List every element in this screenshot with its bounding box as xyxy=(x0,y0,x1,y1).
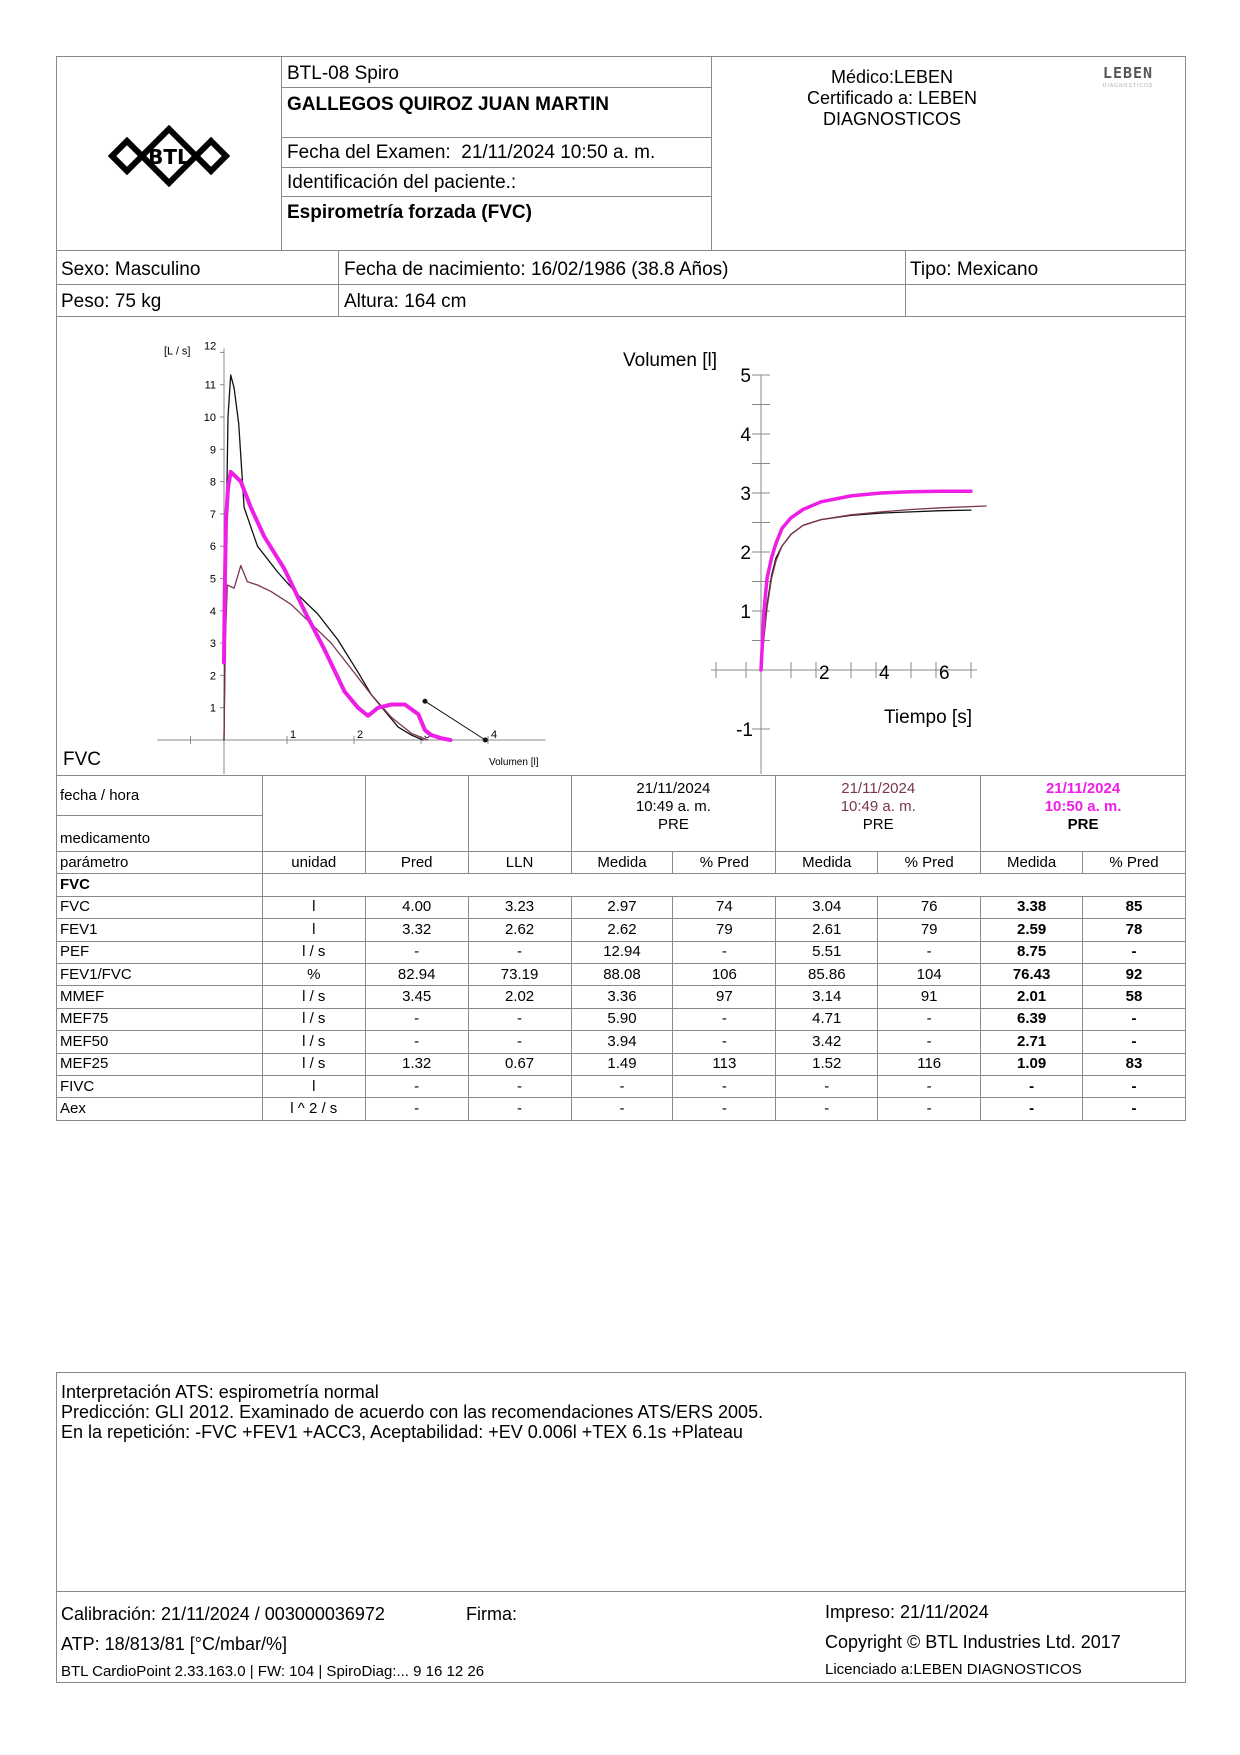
exam-date-label: Fecha del Examen: xyxy=(287,142,451,163)
trial-time: 10:49 a. m. xyxy=(635,798,711,815)
x-tick-label: 4 xyxy=(879,663,890,684)
table-row xyxy=(57,1031,1186,1053)
column-header: % Pred xyxy=(673,852,776,874)
copyright: Copyright © BTL Industries Ltd. 2017 xyxy=(825,1632,1121,1652)
parameter-value: - xyxy=(673,1008,776,1030)
table-row xyxy=(57,1053,1186,1075)
table-row xyxy=(57,1075,1186,1097)
parameter-name: FEV1 xyxy=(57,919,263,941)
patient-id-label: Identificación del paciente.: xyxy=(287,172,517,193)
atp-info: ATP: 18/813/81 [°C/mbar/%] xyxy=(61,1634,287,1654)
leben-logo xyxy=(1078,64,1178,92)
parameter-value: - xyxy=(878,1098,981,1120)
x-tick-label: 1 xyxy=(290,729,297,741)
column-header: parámetro xyxy=(57,852,263,874)
parameter-value: 3.04 xyxy=(776,896,878,918)
parameter-value: 73.19 xyxy=(468,963,571,985)
prediction-line: Predicción: GLI 2012. Examinado de acuerdo con las recomendaciones ATS/ERS 2005. xyxy=(61,1402,764,1422)
parameter-value: - xyxy=(878,1031,981,1053)
exam-date-value: 21/11/2024 10:50 a. m. xyxy=(461,142,656,163)
group-label: FVC xyxy=(57,874,263,896)
parameter-value: 104 xyxy=(878,963,981,985)
parameter-value: - xyxy=(878,1008,981,1030)
certified-line-2: DIAGNOSTICOS xyxy=(822,109,961,129)
parameter-value: l xyxy=(262,919,365,941)
parameter-value: - xyxy=(365,1098,468,1120)
table-row xyxy=(57,986,1186,1008)
parameter-value: l xyxy=(262,896,365,918)
parameter-name: MEF25 xyxy=(57,1053,263,1075)
parameter-value: - xyxy=(673,1031,776,1053)
printed-date: Impreso: 21/11/2024 xyxy=(825,1602,989,1622)
y-tick-label: 4 xyxy=(209,605,216,618)
parameter-name: FVC xyxy=(57,896,263,918)
y-tick-label: 3 xyxy=(740,484,751,505)
parameter-value: - xyxy=(673,1075,776,1097)
parameter-value: - xyxy=(365,1008,468,1030)
parameter-value: 1.52 xyxy=(776,1053,878,1075)
header-divider xyxy=(281,167,711,168)
header-divider xyxy=(281,196,711,197)
parameter-value: - xyxy=(468,1031,571,1053)
trial-date: 21/11/2024 xyxy=(636,780,711,797)
parameter-value: 2.01 xyxy=(981,986,1083,1008)
table-row xyxy=(57,896,1186,918)
parameter-value: - xyxy=(571,1098,673,1120)
parameter-value: - xyxy=(878,941,981,963)
parameter-value: 3.45 xyxy=(365,986,468,1008)
parameter-value: 6.39 xyxy=(981,1008,1083,1030)
trial-medication: PRE xyxy=(862,816,894,833)
empty-cell xyxy=(262,776,365,852)
parameter-name: FIVC xyxy=(57,1075,263,1097)
parameter-value: 5.51 xyxy=(776,941,878,963)
interpretation-line: Interpretación ATS: espirometría normal xyxy=(61,1382,379,1402)
y-tick-label: 1 xyxy=(209,702,216,715)
patient-type: Tipo: Mexicano xyxy=(910,259,1039,280)
empty-cell xyxy=(468,776,571,852)
signature-label: Firma: xyxy=(466,1604,517,1624)
flow-series-0 xyxy=(224,375,423,740)
parameter-value: 116 xyxy=(878,1053,981,1075)
parameter-value: 91 xyxy=(878,986,981,1008)
patient-sex: Sexo: Masculino xyxy=(61,259,201,280)
parameter-value: 1.09 xyxy=(981,1053,1083,1075)
test-name: Espirometría forzada (FVC) xyxy=(287,202,532,223)
parameter-value: 2.97 xyxy=(571,896,673,918)
info-divider xyxy=(905,251,906,317)
results-table xyxy=(56,775,1186,1121)
flow-volume-chart xyxy=(57,318,617,774)
parameter-value: - xyxy=(1083,1098,1186,1120)
device-name: BTL-08 Spiro xyxy=(287,63,399,84)
parameter-value: 5.90 xyxy=(571,1008,673,1030)
column-header: % Pred xyxy=(1083,852,1186,874)
parameter-name: MMEF xyxy=(57,986,263,1008)
trial-3-header xyxy=(981,776,1186,852)
parameter-value: - xyxy=(1083,1031,1186,1053)
patient-height: Altura: 164 cm xyxy=(344,291,467,312)
parameter-value: 79 xyxy=(673,919,776,941)
y-tick-label: 4 xyxy=(740,425,751,446)
y-tick-label: 9 xyxy=(209,444,216,457)
parameter-value: - xyxy=(468,1098,571,1120)
parameter-name: MEF75 xyxy=(57,1008,263,1030)
parameter-value: - xyxy=(776,1075,878,1097)
patient-birth: Fecha de nacimiento: 16/02/1986 (38.8 Años) xyxy=(344,259,729,280)
parameter-value: - xyxy=(365,1031,468,1053)
leben-logo-text: LEBEN xyxy=(1102,64,1154,82)
table-row xyxy=(57,1098,1186,1120)
parameter-name: MEF50 xyxy=(57,1031,263,1053)
group-row xyxy=(57,874,1186,896)
parameter-value: 106 xyxy=(673,963,776,985)
parameter-name: FEV1/FVC xyxy=(57,963,263,985)
parameter-value: - xyxy=(365,1075,468,1097)
header-divider xyxy=(281,137,711,138)
parameter-value: - xyxy=(468,941,571,963)
parameter-value: - xyxy=(981,1075,1083,1097)
parameter-value: 12.94 xyxy=(571,941,673,963)
trial-1-header xyxy=(571,776,776,852)
table-row xyxy=(57,941,1186,963)
parameter-value: - xyxy=(1083,1075,1186,1097)
btl-logo-text: BTL xyxy=(148,145,190,169)
header-divider xyxy=(281,87,711,88)
parameter-value: 2.59 xyxy=(981,919,1083,941)
parameter-value: % xyxy=(262,963,365,985)
parameter-name: PEF xyxy=(57,941,263,963)
y-tick-label: 7 xyxy=(209,508,216,521)
y-tick-label: 11 xyxy=(204,379,216,392)
parameter-value: 3.14 xyxy=(776,986,878,1008)
parameter-value: 88.08 xyxy=(571,963,673,985)
table-row xyxy=(57,963,1186,985)
parameter-value: 3.42 xyxy=(776,1031,878,1053)
volume-series-1 xyxy=(761,506,986,670)
y-tick-label: 12 xyxy=(204,340,217,353)
y-tick-label: 2 xyxy=(740,543,751,564)
y-tick-label: 10 xyxy=(203,412,216,424)
parameter-value: 3.32 xyxy=(365,919,468,941)
table-row xyxy=(57,1008,1186,1030)
parameter-value: - xyxy=(365,941,468,963)
parameter-value: 85.86 xyxy=(776,963,878,985)
parameter-value: 74 xyxy=(673,896,776,918)
y-tick-label: 5 xyxy=(740,366,751,387)
pred-point xyxy=(423,699,428,704)
parameter-value: - xyxy=(571,1075,673,1097)
trial-time: 10:50 a. m. xyxy=(1044,798,1122,815)
empty-cell xyxy=(365,776,468,852)
parameter-value: l / s xyxy=(262,1053,365,1075)
parameter-value: l / s xyxy=(262,941,365,963)
trial-header-row xyxy=(57,776,1186,816)
column-header: Medida xyxy=(776,852,878,874)
parameter-value: l xyxy=(262,1075,365,1097)
parameter-value: - xyxy=(1083,941,1186,963)
software-version: BTL CardioPoint 2.33.163.0 | FW: 104 | SpiroDiag:... 9 16 12 26 xyxy=(61,1663,485,1680)
parameter-value: - xyxy=(776,1098,878,1120)
parameter-value: l / s xyxy=(262,986,365,1008)
trial-medication: PRE xyxy=(657,816,689,833)
parameter-value: - xyxy=(468,1075,571,1097)
y-tick-label: 2 xyxy=(209,670,216,683)
parameter-value: 85 xyxy=(1083,896,1186,918)
parameter-value: 8.75 xyxy=(981,941,1083,963)
trial-date: 21/11/2024 xyxy=(841,780,916,797)
patient-name: GALLEGOS QUIROZ JUAN MARTIN xyxy=(287,94,609,115)
flow-series-2 xyxy=(224,472,451,740)
parameter-value: 2.61 xyxy=(776,919,878,941)
parameter-value: 2.02 xyxy=(468,986,571,1008)
pred-point xyxy=(483,738,488,743)
interpretation-text xyxy=(61,1382,763,1442)
parameter-value: l ^ 2 / s xyxy=(262,1098,365,1120)
volume-series-0 xyxy=(761,510,971,670)
y-tick-label: -1 xyxy=(736,720,753,741)
parameter-value: 2.62 xyxy=(468,919,571,941)
repetition-line: En la repetición: -FVC +FEV1 +ACC3, Aceptabilidad: +EV 0.006l +TEX 6.1s +Plateau xyxy=(61,1422,743,1442)
table-row xyxy=(57,919,1186,941)
parameter-value: - xyxy=(468,1008,571,1030)
medicamento-label: medicamento xyxy=(57,816,263,852)
parameter-value: 97 xyxy=(673,986,776,1008)
trial-2-header xyxy=(776,776,981,852)
parameter-value: - xyxy=(673,941,776,963)
fecha-hora-label: fecha / hora xyxy=(57,776,263,816)
parameter-value: 3.36 xyxy=(571,986,673,1008)
parameter-value: 1.49 xyxy=(571,1053,673,1075)
y-axis-label: Volumen [l] xyxy=(623,350,717,371)
parameter-value: 83 xyxy=(1083,1053,1186,1075)
y-tick-label: 1 xyxy=(740,602,751,623)
column-header: Medida xyxy=(981,852,1083,874)
x-axis-label: Tiempo [s] xyxy=(884,707,972,728)
parameter-value: 58 xyxy=(1083,986,1186,1008)
y-tick-label: 3 xyxy=(209,638,216,651)
parameter-value: 2.62 xyxy=(571,919,673,941)
parameter-value: 78 xyxy=(1083,919,1186,941)
x-axis-label: Volumen [l] xyxy=(489,757,539,768)
parameter-value: l / s xyxy=(262,1031,365,1053)
column-header-row xyxy=(57,852,1186,874)
parameter-value: 3.23 xyxy=(468,896,571,918)
license-info: Licenciado a:LEBEN DIAGNOSTICOS xyxy=(825,1661,1082,1678)
parameter-value: - xyxy=(1083,1008,1186,1030)
y-tick-label: 8 xyxy=(209,476,216,489)
x-tick-label: 4 xyxy=(491,729,498,741)
y-axis-label: [L / s] xyxy=(164,345,191,358)
column-header: unidad xyxy=(262,852,365,874)
doctor-name: Médico:LEBEN xyxy=(830,67,954,87)
patient-weight: Peso: 75 kg xyxy=(61,291,162,312)
parameter-value: 4.00 xyxy=(365,896,468,918)
parameter-value: 0.67 xyxy=(468,1053,571,1075)
info-divider xyxy=(338,251,339,317)
trial-date: 21/11/2024 xyxy=(1045,780,1121,797)
x-tick-label: 2 xyxy=(357,729,364,741)
parameter-value: 3.94 xyxy=(571,1031,673,1053)
parameter-value: 82.94 xyxy=(365,963,468,985)
column-header: LLN xyxy=(468,852,571,874)
y-tick-label: 6 xyxy=(209,541,216,554)
parameter-value: 4.71 xyxy=(776,1008,878,1030)
calibration-info: Calibración: 21/11/2024 / 003000036972 xyxy=(61,1604,385,1624)
empty-cell xyxy=(262,874,1185,896)
x-tick-label: 3 xyxy=(424,729,431,741)
column-header: Medida xyxy=(571,852,673,874)
chart-corner-label: FVC xyxy=(63,749,101,770)
parameter-value: 92 xyxy=(1083,963,1186,985)
info-divider xyxy=(56,284,1186,285)
column-header: Pred xyxy=(365,852,468,874)
trial-time: 10:49 a. m. xyxy=(840,798,916,815)
x-tick-label: 2 xyxy=(819,663,830,684)
header-divider xyxy=(281,56,282,251)
btl-logo xyxy=(108,125,230,187)
parameter-value: 76 xyxy=(878,896,981,918)
parameter-value: l / s xyxy=(262,1008,365,1030)
parameter-value: 79 xyxy=(878,919,981,941)
volume-series-2 xyxy=(761,491,971,670)
parameter-name: Aex xyxy=(57,1098,263,1120)
leben-logo-subtext: DIAGNOSTICOS xyxy=(1102,83,1154,89)
parameter-value: - xyxy=(981,1098,1083,1120)
parameter-value: 76.43 xyxy=(981,963,1083,985)
parameter-value: 2.71 xyxy=(981,1031,1083,1053)
volume-time-chart xyxy=(617,318,1185,774)
column-header: % Pred xyxy=(878,852,981,874)
parameter-value: - xyxy=(673,1098,776,1120)
parameter-value: - xyxy=(878,1075,981,1097)
trial-medication: PRE xyxy=(1067,816,1099,833)
parameter-value: 1.32 xyxy=(365,1053,468,1075)
exam-date xyxy=(287,142,655,164)
x-tick-label: 6 xyxy=(939,663,950,684)
parameter-value: 3.38 xyxy=(981,896,1083,918)
doctor-block xyxy=(712,67,1072,130)
y-tick-label: 5 xyxy=(209,573,216,586)
certified-line-1: Certificado a: LEBEN xyxy=(806,88,978,108)
parameter-value: 113 xyxy=(673,1053,776,1075)
